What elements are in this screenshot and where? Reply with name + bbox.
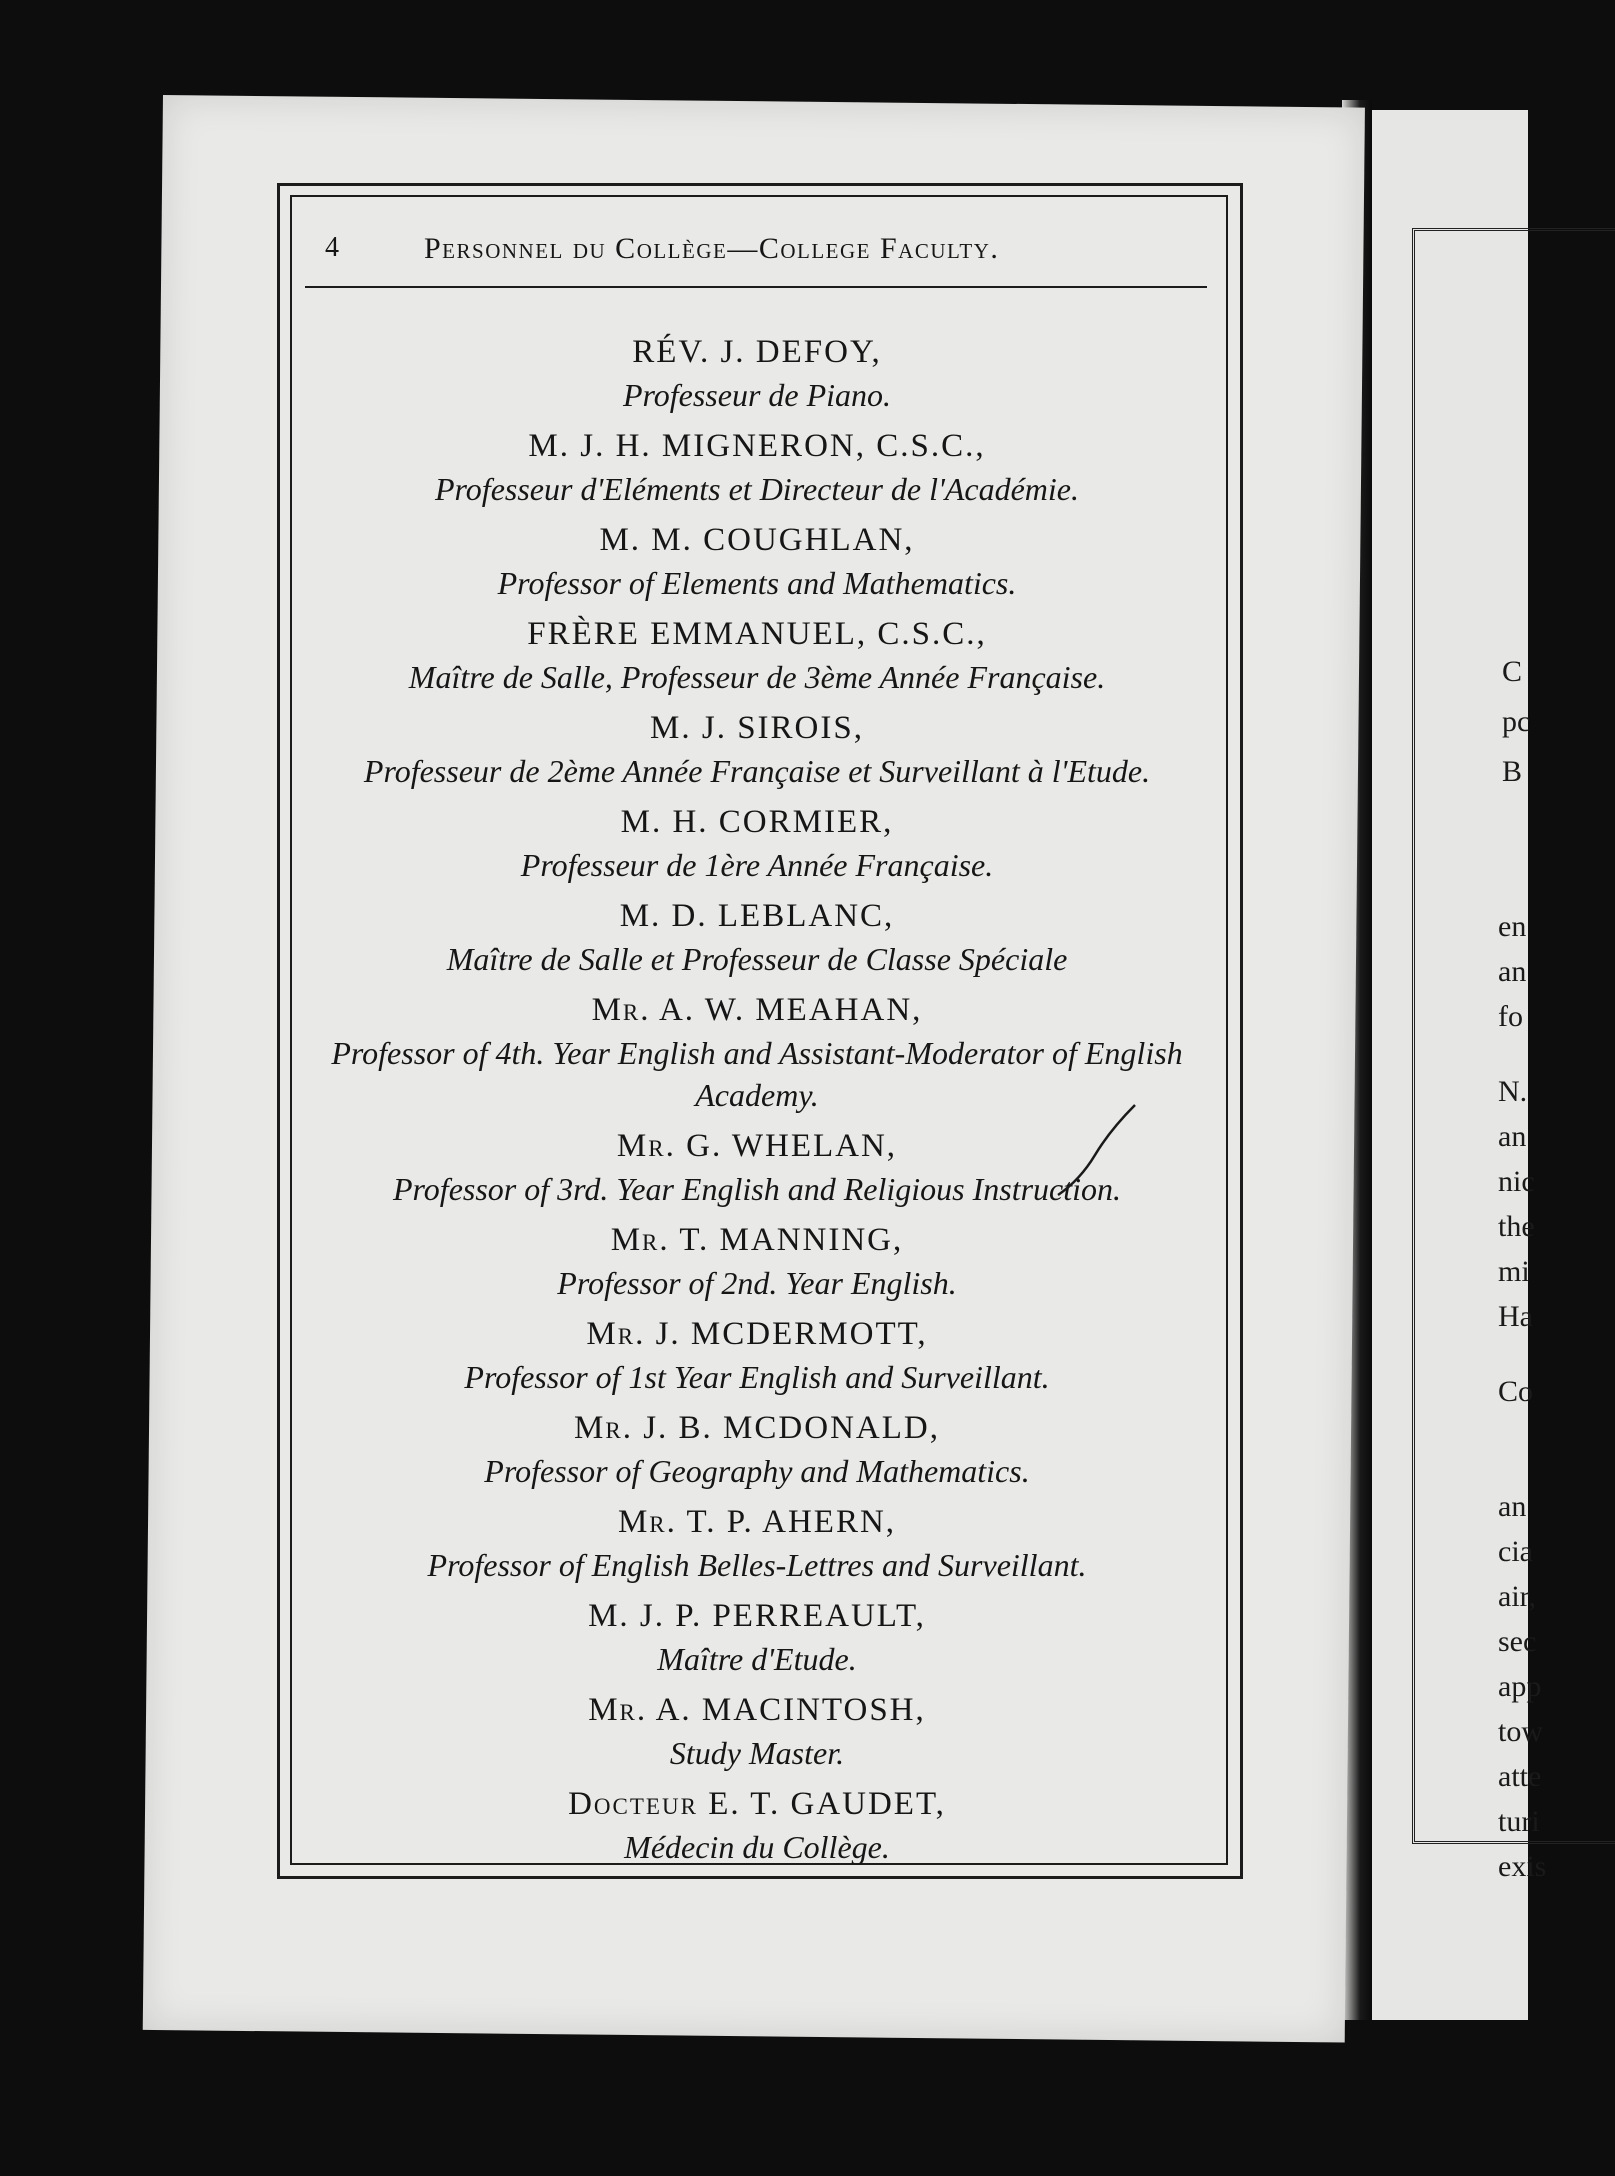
faculty-title: Maître de Salle et Professeur de Classe Spéciale xyxy=(446,941,1068,977)
faculty-title: Médecin du Collège. xyxy=(624,1829,890,1865)
facing-fragment: Ha xyxy=(1498,1300,1533,1333)
facing-fragment: B xyxy=(1502,755,1523,788)
faculty-name-text: T. MANNING, xyxy=(679,1222,904,1258)
facing-fragment: Co xyxy=(1498,1375,1534,1408)
faculty-title: Maître de Salle, Professeur de 3ème Année Française. xyxy=(408,659,1106,695)
facing-fragment: air, xyxy=(1498,1580,1536,1613)
faculty-name: RÉV. J. DEFOY, xyxy=(632,334,882,370)
faculty-entry xyxy=(300,424,1214,510)
facing-page xyxy=(1372,110,1547,2020)
faculty-entry xyxy=(300,1312,1214,1398)
faculty-name-text: J. MCDERMOTT, xyxy=(655,1316,928,1352)
faculty-name xyxy=(300,988,1214,1032)
faculty-title: Professeur de Piano. xyxy=(622,377,892,413)
faculty-title: Professor of 2nd. Year English. xyxy=(557,1265,957,1301)
honorific: Mr. xyxy=(591,992,651,1028)
facing-fragment: cia xyxy=(1498,1535,1533,1568)
honorific: Mr. xyxy=(617,1504,677,1540)
faculty-name xyxy=(300,1406,1214,1450)
faculty-entry xyxy=(300,1406,1214,1492)
facing-fragment: sec xyxy=(1498,1625,1537,1658)
facing-fragment: an xyxy=(1498,1490,1527,1523)
faculty-title: Professor of Elements and Mathematics. xyxy=(497,565,1017,601)
faculty-title: Professor of 3rd. Year English and Religious Instruction. xyxy=(392,1171,1122,1207)
running-head-title: Personnel du Collège—College Faculty. xyxy=(424,232,1000,265)
pen-stroke-mark xyxy=(1050,1100,1140,1200)
faculty-entry xyxy=(300,706,1214,792)
faculty-name xyxy=(300,1218,1214,1262)
faculty-name-text: G. WHELAN, xyxy=(686,1128,898,1164)
faculty-entry xyxy=(300,1688,1214,1774)
faculty-name-text: A. MACINTOSH, xyxy=(655,1692,926,1728)
facing-fragment: an xyxy=(1498,1120,1527,1153)
faculty-title: Maître d'Etude. xyxy=(657,1641,857,1677)
faculty-name: M. M. COUGHLAN, xyxy=(599,522,915,558)
facing-fragment: mi xyxy=(1498,1255,1530,1288)
facing-fragment: C xyxy=(1502,655,1523,688)
facing-fragment: turi xyxy=(1498,1805,1540,1838)
facing-fragment: app xyxy=(1498,1670,1542,1703)
faculty-entry xyxy=(300,800,1214,886)
faculty-title: Study Master. xyxy=(669,1735,845,1771)
faculty-title: Professeur d'Eléments et Directeur de l'Académie. xyxy=(434,471,1079,507)
honorific: Mr. xyxy=(616,1128,676,1164)
faculty-name: M. H. CORMIER, xyxy=(620,804,894,840)
facing-fragment: tow xyxy=(1498,1715,1543,1748)
honorific: Mr. xyxy=(586,1316,646,1352)
faculty-name: M. J. P. PERREAULT, xyxy=(588,1598,926,1634)
faculty-name-text: E. T. GAUDET, xyxy=(708,1786,946,1822)
faculty-entry xyxy=(300,1218,1214,1304)
faculty-name-text: J. B. MCDONALD, xyxy=(643,1410,940,1446)
faculty-entry xyxy=(300,518,1214,604)
faculty-name: FRÈRE EMMANUEL, C.S.C., xyxy=(527,616,987,652)
faculty-title: Professeur de 1ère Année Française. xyxy=(520,847,994,883)
faculty-entry xyxy=(300,330,1214,416)
faculty-name: M. D. LEBLANC, xyxy=(619,898,895,934)
facing-fragment: the xyxy=(1498,1210,1535,1243)
faculty-name xyxy=(300,1500,1214,1544)
honorific: Mr. xyxy=(588,1692,648,1728)
page-number: 4 xyxy=(325,232,341,263)
honorific: Mr. xyxy=(574,1410,633,1446)
faculty-name-text: A. W. MEAHAN, xyxy=(658,992,923,1028)
faculty-entry xyxy=(300,988,1214,1116)
facing-fragment: an xyxy=(1498,955,1527,988)
honorific: Mr. xyxy=(610,1222,670,1258)
facing-fragment: N. xyxy=(1498,1075,1528,1108)
faculty-entry xyxy=(300,1500,1214,1586)
faculty-name xyxy=(300,1312,1214,1356)
facing-fragment: en xyxy=(1498,910,1527,943)
faculty-name xyxy=(300,1782,1214,1826)
running-head xyxy=(325,232,1205,272)
honorific: Docteur xyxy=(568,1786,698,1822)
faculty-title: Professor of English Belles-Lettres and Surveillant. xyxy=(427,1547,1087,1583)
facing-fragment: atte xyxy=(1498,1760,1542,1793)
faculty-title: Professor of 1st Year English and Surveillant. xyxy=(464,1359,1050,1395)
faculty-title: Professor of 4th. Year English and Assistant-Moderator of English Academy. xyxy=(331,1035,1183,1113)
faculty-entry xyxy=(300,894,1214,980)
faculty-name-text: T. P. AHERN, xyxy=(686,1504,897,1540)
facing-fragment: exis xyxy=(1498,1850,1547,1883)
faculty-title: Professeur de 2ème Année Française et Surveillant à l'Etude. xyxy=(363,753,1151,789)
faculty-entry xyxy=(300,612,1214,698)
header-rule xyxy=(305,286,1207,288)
facing-fragment: fo xyxy=(1498,1000,1523,1033)
facing-fragment: pc xyxy=(1502,705,1531,738)
faculty-name: M. J. H. MIGNERON, C.S.C., xyxy=(528,428,986,464)
faculty-entry xyxy=(300,1594,1214,1680)
faculty-name xyxy=(300,1688,1214,1732)
faculty-entry xyxy=(300,1782,1214,1868)
faculty-name: M. J. SIROIS, xyxy=(650,710,864,746)
faculty-title: Professor of Geography and Mathematics. xyxy=(484,1453,1030,1489)
facing-fragment: nic xyxy=(1498,1165,1535,1198)
